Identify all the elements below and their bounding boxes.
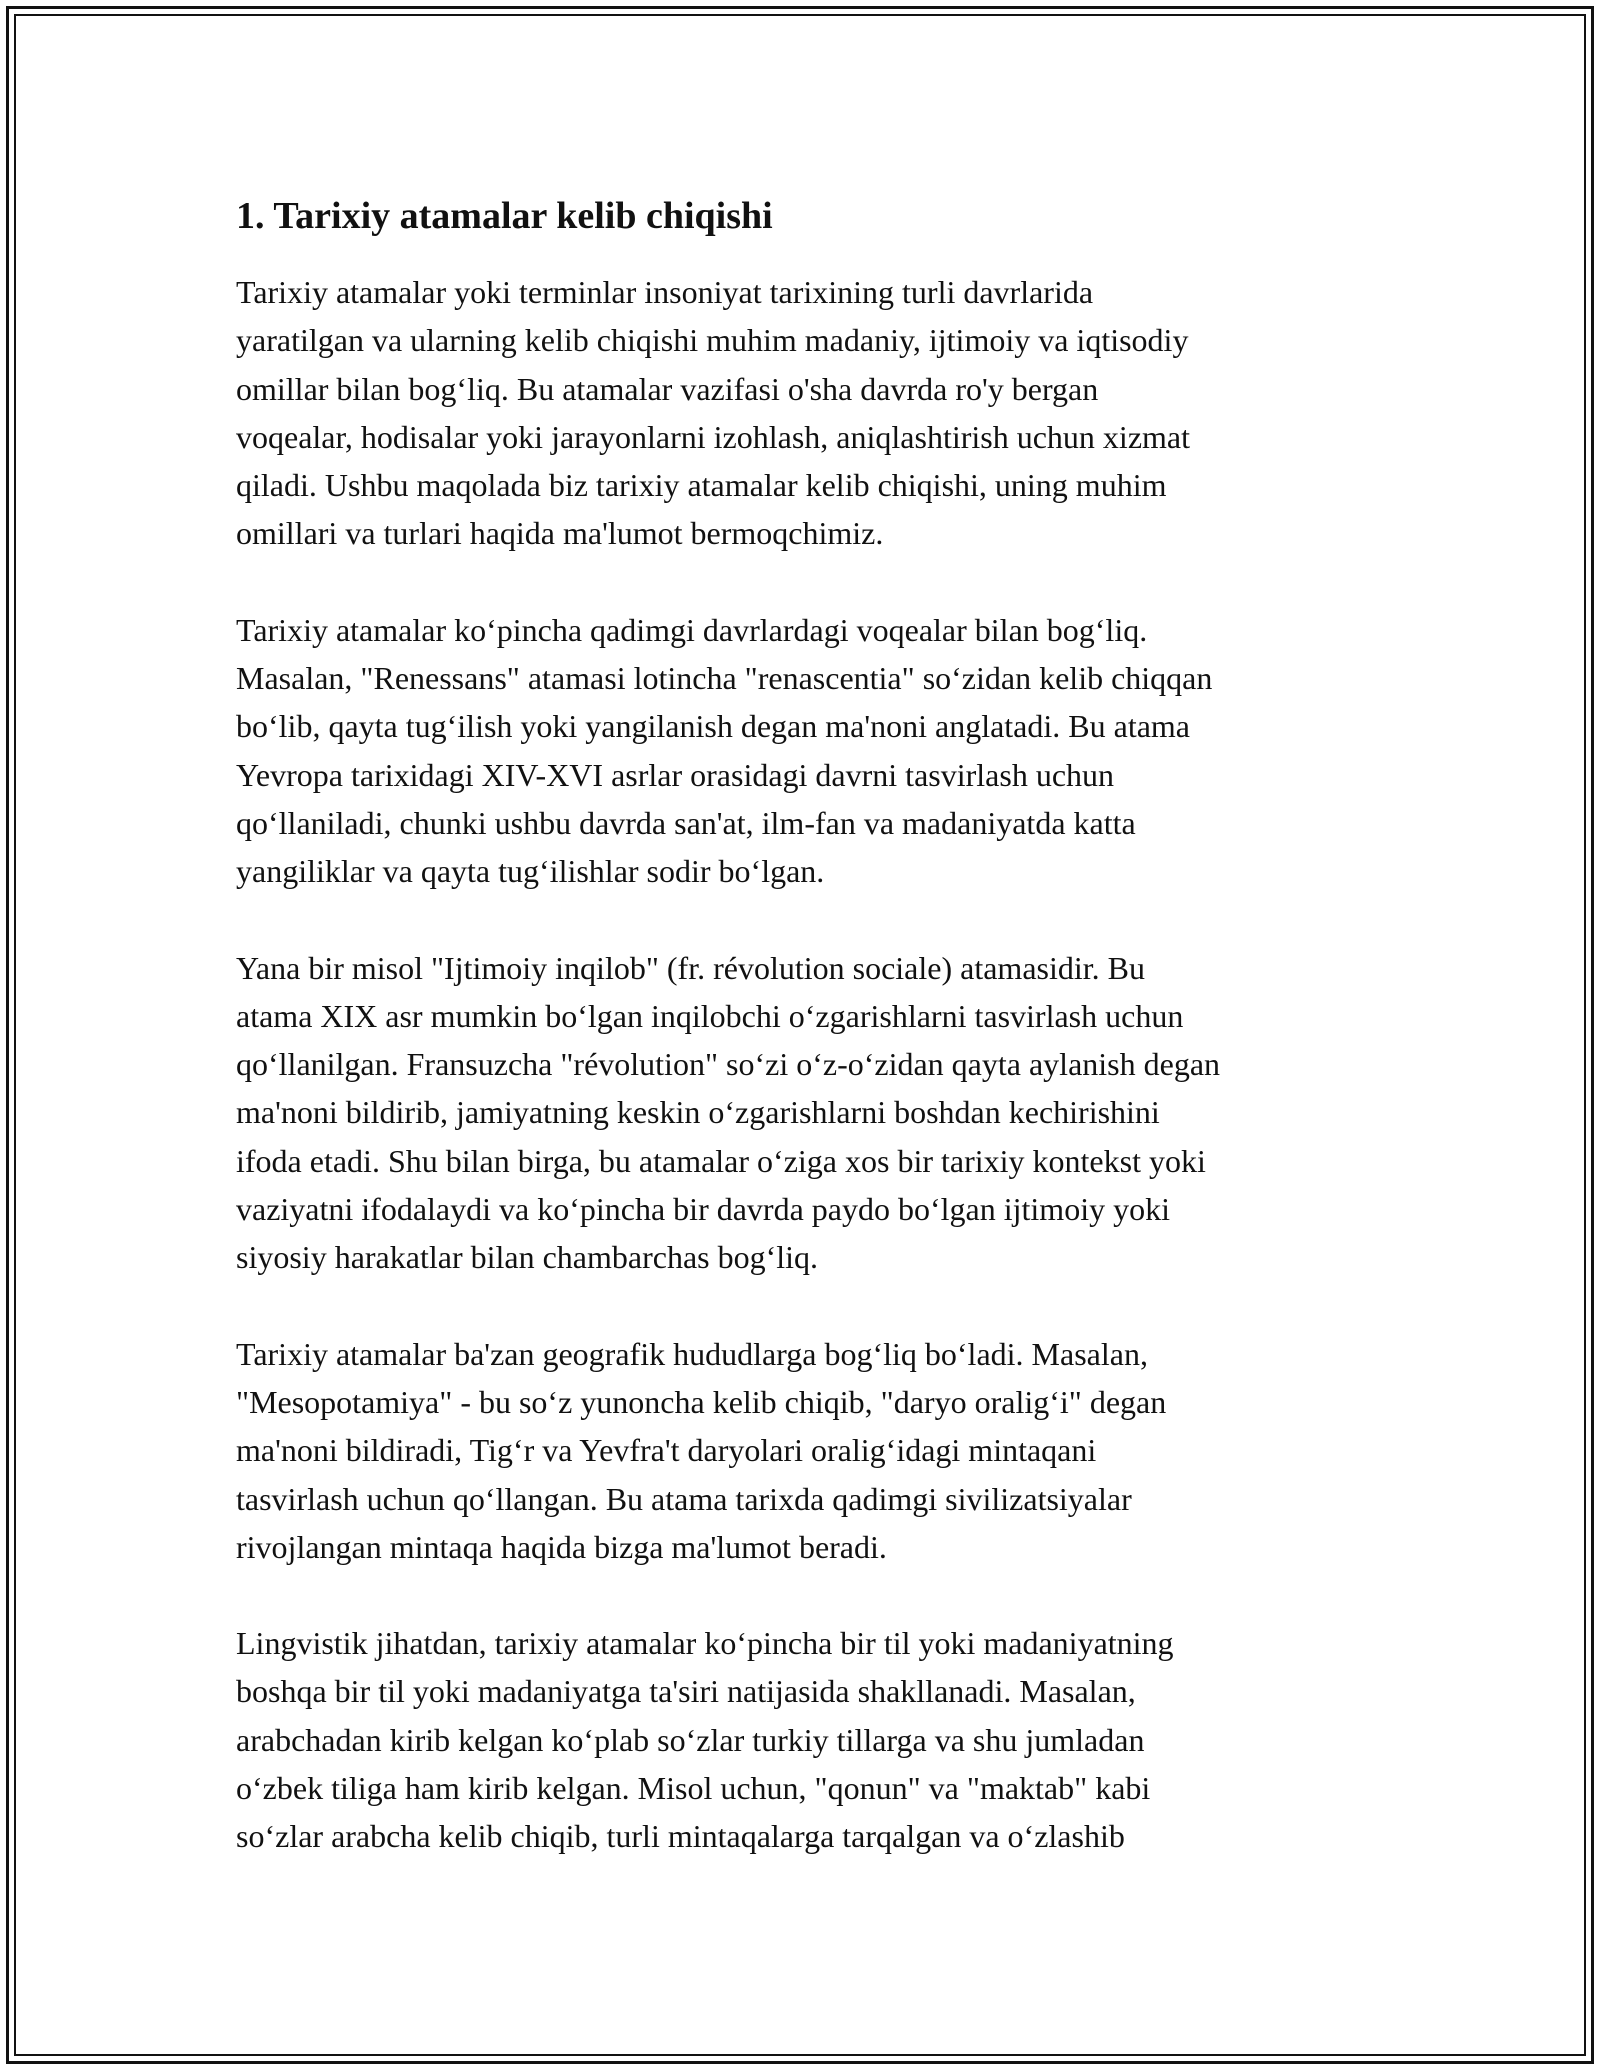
paragraph-line: omillar bilan bog‘liq. Bu atamalar vazifasi o'sha davrda ro'y bergan [236,370,1099,407]
paragraph-line: so‘zlar arabcha kelib chiqib, turli mintaqalarga tarqalgan va o‘zlashib [236,1818,1125,1855]
paragraph-1 [236,268,1366,558]
paragraph-line: boshqa bir til yoki madaniyatga ta'siri natijasida shakllanadi. Masalan, [236,1673,1136,1710]
paragraph-line: Yevropa tarixidagi XIV-XVI asrlar orasidagi davrni tasvirlash uchun [236,756,1115,793]
paragraph-line: rivojlangan mintaqa haqida bizga ma'lumot beradi. [236,1528,887,1565]
paragraph-line: arabchadan kirib kelgan ko‘plab so‘zlar turkiy tillarga va shu jumladan [236,1721,1145,1758]
paragraph-line: Tarixiy atamalar yoki terminlar insoniyat tarixining turli davrlarida [236,274,1094,310]
paragraph-5 [236,1619,1366,1860]
paragraph-line: qiladi. Ushbu maqolada biz tarixiy atamalar kelib chiqishi, uning muhim [236,467,1167,504]
paragraph-line: bo‘lib, qayta tug‘ilish yoki yangilanish degan ma'noni anglatadi. Bu atama [236,708,1190,745]
paragraph-line: Lingvistik jihatdan, tarixiy atamalar ko‘pincha bir til yoki madaniyatning [236,1625,1174,1662]
paragraph-line: qo‘llaniladi, chunki ushbu davrda san'at, ilm-fan va madaniyatda katta [236,804,1136,841]
paragraph-3 [236,944,1366,1282]
paragraph-line: yaratilgan va ularning kelib chiqishi muhim madaniy, ijtimoiy va iqtisodiy [236,322,1189,359]
paragraph-line: Tarixiy atamalar ba'zan geografik hududlarga bog‘liq bo‘ladi. Masalan, [236,1335,1148,1372]
paragraph-line: qo‘llanilgan. Fransuzcha "révolution" so‘zi o‘z-o‘zidan qayta aylanish degan [236,1046,1221,1083]
document-body [236,186,1366,1909]
paragraph-line: ma'noni bildirib, jamiyatning keskin o‘zgarishlarni boshdan kechirishini [236,1094,1160,1131]
paragraph-line: ma'noni bildiradi, Tig‘r va Yevfra't daryolari oralig‘idagi mintaqani [236,1432,1097,1469]
paragraph-line: tasvirlash uchun qo‘llangan. Bu atama tarixda qadimgi sivilizatsiyalar [236,1480,1132,1517]
section-heading: 1. Tarixiy atamalar kelib chiqishi [236,195,773,237]
paragraph-line: Masalan, "Renessans" atamasi lotincha "renascentia" so‘zidan kelib chiqqan [236,660,1213,697]
paragraph-2 [236,606,1366,896]
paragraph-line: omillari va turlari haqida ma'lumot bermoqchimiz. [236,515,884,552]
paragraph-4 [236,1330,1366,1571]
paragraph-line: atama XIX asr mumkin bo‘lgan inqilobchi o‘zgarishlarni tasvirlash uchun [236,997,1184,1034]
paragraph-line: Yana bir misol "Ijtimoiy inqilob" (fr. révolution sociale) atamasidir. Bu [236,949,1145,986]
paragraph-line: "Mesopotamiya" - bu so‘z yunoncha kelib chiqib, "daryo oralig‘i" degan [236,1383,1167,1420]
paragraph-line: yangiliklar va qayta tug‘ilishlar sodir bo‘lgan. [236,853,825,890]
paragraph-line: voqealar, hodisalar yoki jarayonlarni izohlash, aniqlashtirish uchun xizmat [236,418,1190,455]
paragraph-line: o‘zbek tiliga ham kirib kelgan. Misol uchun, "qonun" va "maktab" kabi [236,1770,1151,1807]
paragraph-line: siyosiy harakatlar bilan chambarchas bog‘liq. [236,1239,819,1276]
paragraph-line: Tarixiy atamalar ko‘pincha qadimgi davrlardagi voqealar bilan bog‘liq. [236,611,1148,648]
paragraph-line: vaziyatni ifodalaydi va ko‘pincha bir davrda paydo bo‘lgan ijtimoiy yoki [236,1191,1170,1228]
paragraph-line: ifoda etadi. Shu bilan birga, bu atamalar o‘ziga xos bir tarixiy kontekst yoki [236,1142,1206,1179]
